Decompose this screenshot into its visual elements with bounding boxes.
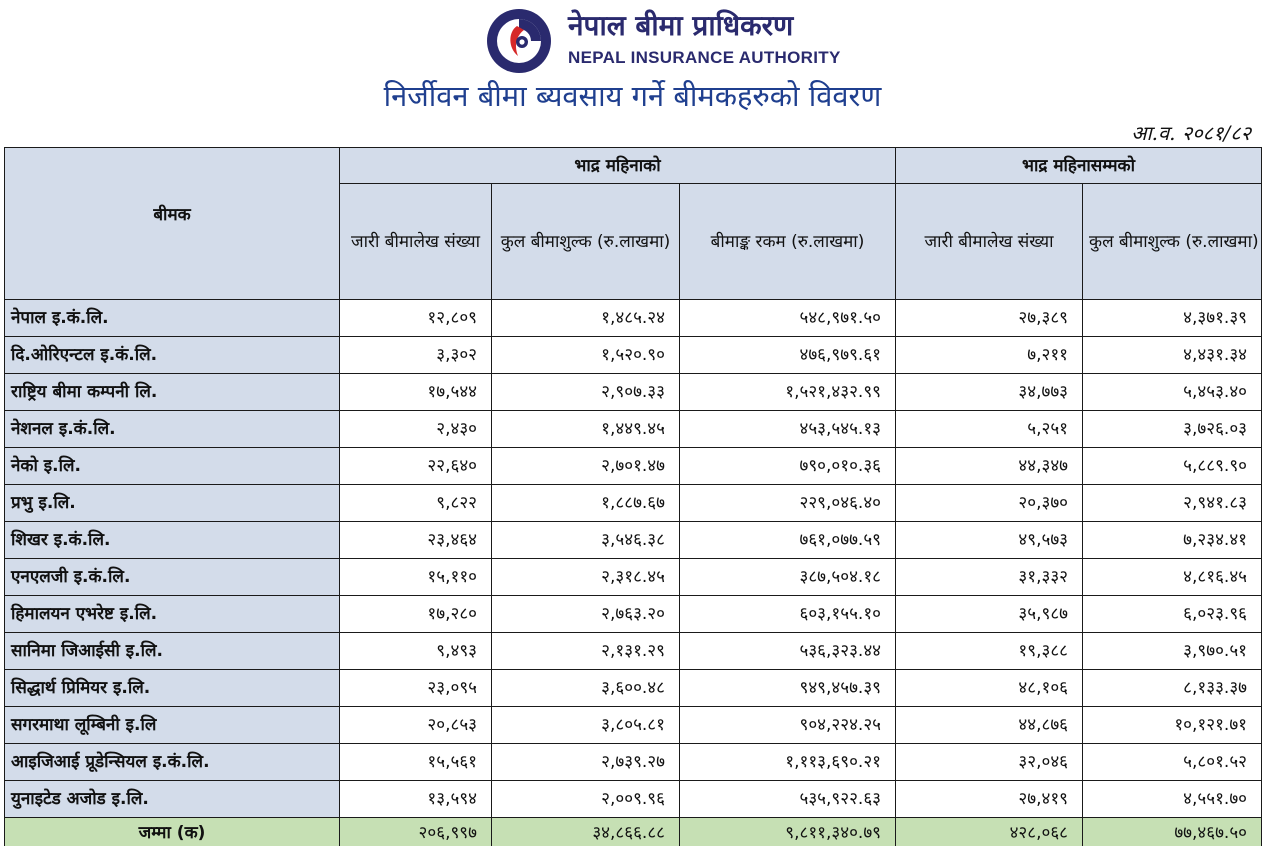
total-label: जम्मा (क) — [5, 818, 340, 846]
month-policies-cell: १७,२८० — [340, 596, 492, 633]
cumulative-policies-cell: २७,४१९ — [896, 781, 1083, 818]
month-policies-cell: २,४३० — [340, 411, 492, 448]
month-sum-insured-cell: १,५२१,४३२.९९ — [680, 374, 896, 411]
table-row — [5, 337, 1262, 374]
group-header-month: भाद्र महिनाको — [340, 148, 896, 184]
insurer-name: सगरमाथा लूम्बिनी इ.लि — [5, 707, 340, 744]
month-sum-insured-cell: ९,८११,३४०.७९ — [680, 818, 896, 846]
month-sum-insured-cell: ४५३,५४५.१३ — [680, 411, 896, 448]
cumulative-premium-cell: ३,९७०.५१ — [1083, 633, 1262, 670]
cumulative-policies-cell: २७,३८९ — [896, 300, 1083, 337]
month-sum-insured-cell: ६०३,१५५.१० — [680, 596, 896, 633]
month-premium-cell: १,८८७.६७ — [492, 485, 680, 522]
cumulative-policies-cell: ३५,९८७ — [896, 596, 1083, 633]
cumulative-policies-cell: ३४,७७३ — [896, 374, 1083, 411]
insurer-name: हिमालयन एभरेष्ट इ.लि. — [5, 596, 340, 633]
cumulative-policies-cell: ४९,५७३ — [896, 522, 1083, 559]
month-premium-cell: २,७०१.४७ — [492, 448, 680, 485]
org-name-nepali: नेपाल बीमा प्राधिकरण — [568, 9, 794, 42]
table-row — [5, 559, 1262, 596]
cumulative-premium-cell: ७७,४६७.५० — [1083, 818, 1262, 846]
authority-emblem-icon — [484, 6, 554, 76]
month-premium-cell: ३,६००.४८ — [492, 670, 680, 707]
month-sum-insured-cell: २२९,०४६.४० — [680, 485, 896, 522]
total-row — [5, 818, 1262, 846]
month-premium-cell: ३४,८६६.८८ — [492, 818, 680, 846]
cumulative-policies-cell: ४४,८७६ — [896, 707, 1083, 744]
table-row — [5, 374, 1262, 411]
table-body — [5, 300, 1262, 846]
cumulative-premium-cell: १०,१२१.७१ — [1083, 707, 1262, 744]
insurer-name: राष्ट्रिय बीमा कम्पनी लि. — [5, 374, 340, 411]
group-header-cumulative: भाद्र महिनासम्मको — [896, 148, 1262, 184]
table-row — [5, 596, 1262, 633]
cumulative-policies-cell: ४२८,०६८ — [896, 818, 1083, 846]
insurer-name: दि.ओरिएन्टल इ.कं.लि. — [5, 337, 340, 374]
table-row — [5, 744, 1262, 781]
month-policies-cell: १५,११० — [340, 559, 492, 596]
subheader-cumulative-policies: जारी बीमालेख संख्या — [896, 184, 1083, 300]
month-policies-cell: १७,५४४ — [340, 374, 492, 411]
insurer-name: प्रभु इ.लि. — [5, 485, 340, 522]
cumulative-policies-cell: ४८,१०६ — [896, 670, 1083, 707]
month-sum-insured-cell: ५३६,३२३.४४ — [680, 633, 896, 670]
month-premium-cell: २,७३९.२७ — [492, 744, 680, 781]
insurer-name: शिखर इ.कं.लि. — [5, 522, 340, 559]
table-row — [5, 670, 1262, 707]
cumulative-premium-cell: ४,४३१.३४ — [1083, 337, 1262, 374]
month-premium-cell: १,५२०.९० — [492, 337, 680, 374]
cumulative-policies-cell: ३१,३३२ — [896, 559, 1083, 596]
month-policies-cell: ३,३०२ — [340, 337, 492, 374]
cumulative-premium-cell: २,९४१.८३ — [1083, 485, 1262, 522]
cumulative-premium-cell: ७,२३४.४१ — [1083, 522, 1262, 559]
cumulative-premium-cell: ४,५५१.७० — [1083, 781, 1262, 818]
cumulative-policies-cell: ७,२११ — [896, 337, 1083, 374]
table-row — [5, 411, 1262, 448]
month-sum-insured-cell: ७६१,०७७.५९ — [680, 522, 896, 559]
month-sum-insured-cell: १,११३,६९०.२१ — [680, 744, 896, 781]
insurer-column-header: बीमक — [5, 148, 340, 300]
cumulative-premium-cell: ५,४५३.४० — [1083, 374, 1262, 411]
month-sum-insured-cell: ९४९,४५७.३९ — [680, 670, 896, 707]
cumulative-premium-cell: ५,८०१.५२ — [1083, 744, 1262, 781]
month-policies-cell: १५,५६१ — [340, 744, 492, 781]
cumulative-policies-cell: ५,२५१ — [896, 411, 1083, 448]
cumulative-policies-cell: ४४,३४७ — [896, 448, 1083, 485]
month-policies-cell: २०,८५३ — [340, 707, 492, 744]
month-sum-insured-cell: ३८७,५०४.१८ — [680, 559, 896, 596]
month-policies-cell: ९,४९३ — [340, 633, 492, 670]
month-premium-cell: ३,८०५.८१ — [492, 707, 680, 744]
month-sum-insured-cell: ५४८,९७१.५० — [680, 300, 896, 337]
table-row — [5, 448, 1262, 485]
table-row — [5, 485, 1262, 522]
month-premium-cell: ३,५४६.३८ — [492, 522, 680, 559]
report-header — [0, 0, 1265, 148]
insurer-name: नेशनल इ.कं.लि. — [5, 411, 340, 448]
cumulative-policies-cell: ३२,०४६ — [896, 744, 1083, 781]
month-premium-cell: २,९०७.३३ — [492, 374, 680, 411]
month-sum-insured-cell: ७९०,०१०.३६ — [680, 448, 896, 485]
month-policies-cell: २३,४६४ — [340, 522, 492, 559]
org-name-english: NEPAL INSURANCE AUTHORITY — [568, 48, 841, 67]
subheader-sum-insured: बीमाङ्क रकम (रु.लाखमा) — [680, 184, 896, 300]
table-row — [5, 300, 1262, 337]
month-premium-cell: २,७६३.२० — [492, 596, 680, 633]
table-row — [5, 522, 1262, 559]
month-premium-cell: १,४४९.४५ — [492, 411, 680, 448]
month-premium-cell: २,३१८.४५ — [492, 559, 680, 596]
cumulative-policies-cell: १९,३८८ — [896, 633, 1083, 670]
report-title: निर्जीवन बीमा ब्यवसाय गर्ने बीमकहरुको विवरण — [383, 79, 882, 113]
cumulative-premium-cell: ६,०२३.९६ — [1083, 596, 1262, 633]
month-policies-cell: २०६,९९७ — [340, 818, 492, 846]
month-policies-cell: २२,६४० — [340, 448, 492, 485]
month-policies-cell: १२,८०९ — [340, 300, 492, 337]
month-policies-cell: २३,०९५ — [340, 670, 492, 707]
insurer-name: नेपाल इ.कं.लि. — [5, 300, 340, 337]
table-row — [5, 781, 1262, 818]
insurer-name: आइजिआई प्रूडेन्सियल इ.कं.लि. — [5, 744, 340, 781]
month-premium-cell: २,००९.९६ — [492, 781, 680, 818]
month-policies-cell: ९,८२२ — [340, 485, 492, 522]
cumulative-premium-cell: ५,८८९.९० — [1083, 448, 1262, 485]
insurer-name: नेको इ.लि. — [5, 448, 340, 485]
authority-logo — [484, 4, 884, 74]
month-sum-insured-cell: ४७६,९७९.६१ — [680, 337, 896, 374]
insurer-name: सानिमा जिआईसी इ.लि. — [5, 633, 340, 670]
subheader-cumulative-premium: कुल बीमाशुल्क (रु.लाखमा) — [1083, 184, 1262, 300]
cumulative-premium-cell: ८,१३३.३७ — [1083, 670, 1262, 707]
month-sum-insured-cell: ५३५,९२२.६३ — [680, 781, 896, 818]
subheader-policies-issued: जारी बीमालेख संख्या — [340, 184, 492, 300]
cumulative-premium-cell: ४,३७१.३९ — [1083, 300, 1262, 337]
table-row — [5, 707, 1262, 744]
month-policies-cell: १३,५९४ — [340, 781, 492, 818]
table-row — [5, 633, 1262, 670]
insurer-name: सिद्धार्थ प्रिमियर इ.लि. — [5, 670, 340, 707]
insurer-name: एनएलजी इ.कं.लि. — [5, 559, 340, 596]
cumulative-premium-cell: ४,८१६.४५ — [1083, 559, 1262, 596]
month-premium-cell: १,४८५.२४ — [492, 300, 680, 337]
fiscal-year: आ.व. २०८१/८२ — [1131, 121, 1251, 145]
insurer-data-table — [4, 147, 1262, 846]
month-premium-cell: २,१३१.२९ — [492, 633, 680, 670]
cumulative-policies-cell: २०,३७० — [896, 485, 1083, 522]
cumulative-premium-cell: ३,७२६.०३ — [1083, 411, 1262, 448]
month-sum-insured-cell: ९०४,२२४.२५ — [680, 707, 896, 744]
insurer-name: युनाइटेड अजोड इ.लि. — [5, 781, 340, 818]
subheader-total-premium: कुल बीमाशुल्क (रु.लाखमा) — [492, 184, 680, 300]
